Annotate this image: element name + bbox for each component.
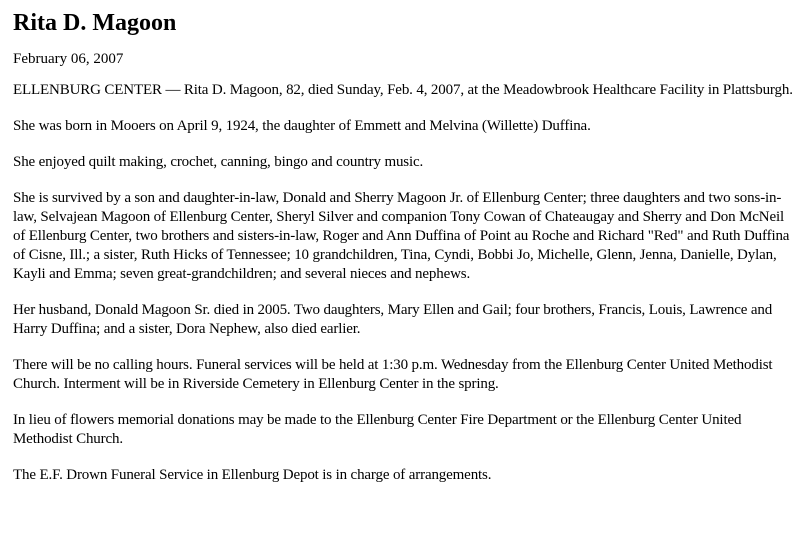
article-body xyxy=(13,81,797,485)
paragraph-hobbies: She enjoyed quilt making, crochet, canning, bingo and country music. xyxy=(13,154,424,170)
paragraph-arrangements: The E.F. Drown Funeral Service in Ellenburg Depot is in charge of arrangements. xyxy=(13,467,492,483)
paragraph-donations: In lieu of flowers memorial donations may be made to the Ellenburg Center Fire Department or the Ellenburg Center United Methodist Church. xyxy=(13,412,742,447)
paragraph-announcement: ELLENBURG CENTER — Rita D. Magoon, 82, died Sunday, Feb. 4, 2007, at the Meadowbrook Healthcare Facility in Plattsburgh. xyxy=(13,82,793,98)
paragraph-survivors: She is survived by a son and daughter-in-law, Donald and Sherry Magoon Jr. of Ellenburg Center; three daughters and two sons-in-law, Selvajean Magoon of Ellenburg Center, Sheryl Silver and companion Tony Cowan of Chateaugay and Sherry and Don McNeil of Ellenburg Center, two brothers and sisters-in-law, Roger and Ann Duffina of Point au Roche and Richard "Red" and Ruth Duffina of Cisne, Ill.; a sister, Ruth Hicks of Tennessee; 10 grandchildren, Tina, Cyndi, Bobbi Jo, Michelle, Glenn, Jenna, Danielle, Dylan, Kayli and Emma; seven great-grandchildren; and several nieces and nephews. xyxy=(13,190,790,282)
article-date: February 06, 2007 xyxy=(13,51,124,67)
paragraph-predeceased: Her husband, Donald Magoon Sr. died in 2005. Two daughters, Mary Ellen and Gail; four brothers, Francis, Louis, Lawrence and Harry Duffina; and a sister, Dora Nephew, also died earlier. xyxy=(13,302,773,337)
paragraph-birth: She was born in Mooers on April 9, 1924, the daughter of Emmett and Melvina (Willette) Duffina. xyxy=(13,118,591,134)
article-title: Rita D. Magoon xyxy=(13,10,177,36)
paragraph-services: There will be no calling hours. Funeral services will be held at 1:30 p.m. Wednesday from the Ellenburg Center United Methodist Church. Interment will be in Riverside Cemetery in Ellenburg Center in the spring. xyxy=(13,357,773,392)
